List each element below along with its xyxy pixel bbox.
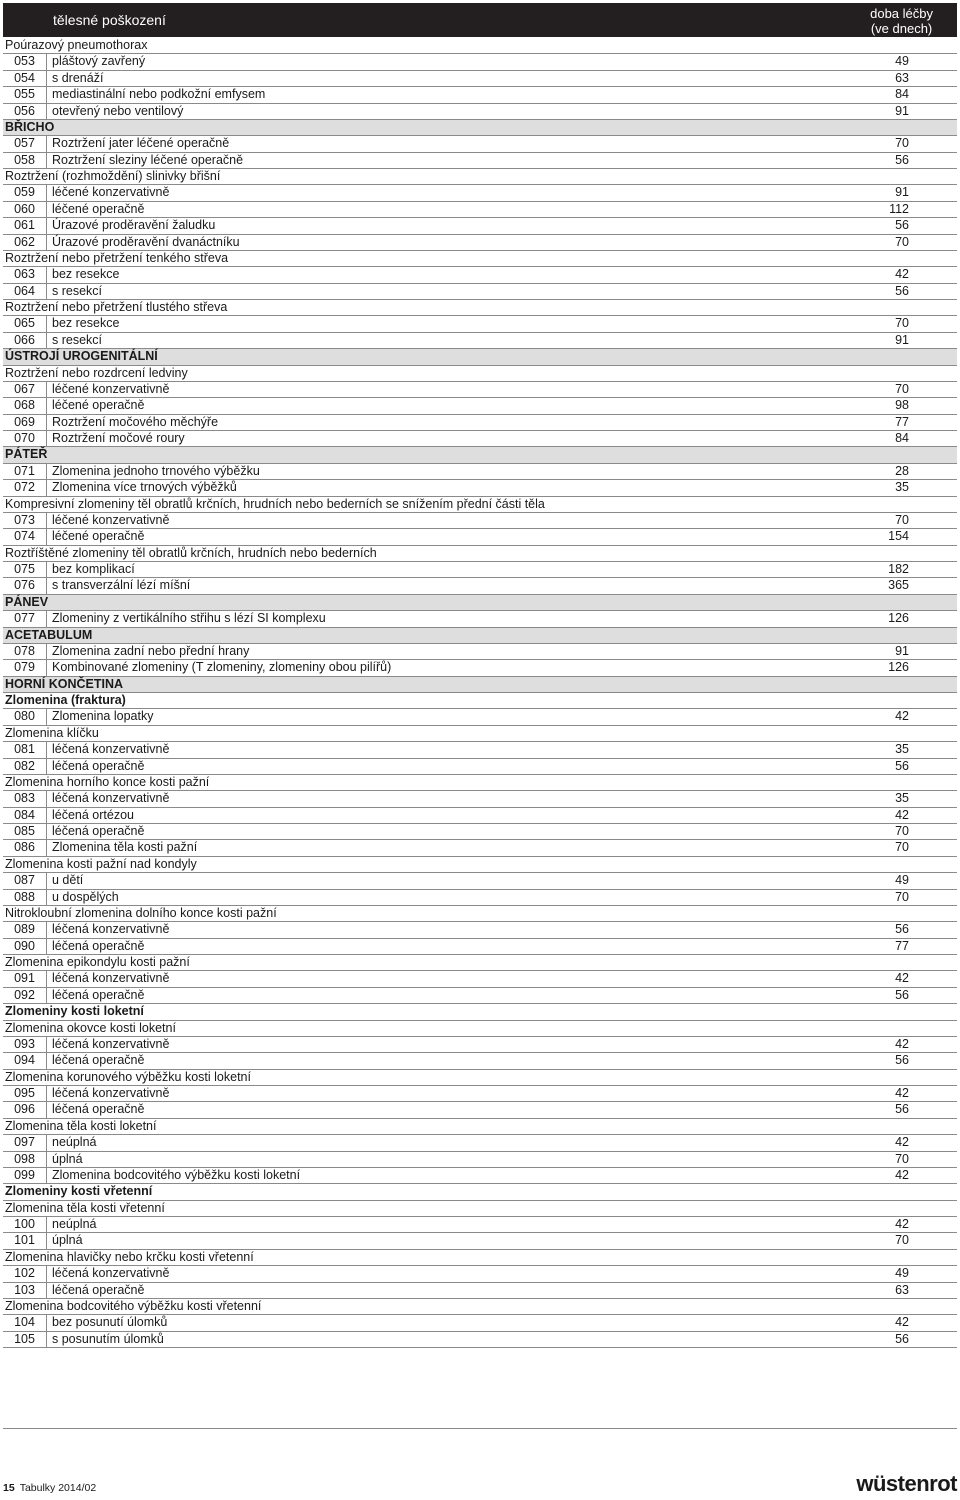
row-treatment-days: 42 (895, 709, 909, 724)
injury-table (3, 38, 957, 1348)
row-injury-name: léčené konzervativně (52, 512, 170, 527)
row-treatment-days: 42 (895, 971, 909, 986)
row-code: 083 (3, 791, 47, 806)
row-injury-name: u dětí (52, 873, 84, 888)
row-treatment-days: 77 (895, 938, 909, 953)
row-treatment-days: 56 (895, 218, 909, 233)
table-row (3, 742, 957, 758)
table-row (3, 1135, 957, 1151)
row-injury-name: Roztržení sleziny léčené operačně (52, 152, 244, 167)
table-header (3, 3, 957, 37)
row-injury-name: neúplná (52, 1217, 97, 1231)
subheading: Zlomenina hlavičky nebo krčku kosti vřetenní (5, 1249, 254, 1264)
subheading: Zlomenina (fraktura) (5, 693, 126, 707)
row-treatment-days: 126 (888, 611, 909, 626)
row-injury-name: s transverzální lézí míšní (52, 578, 191, 593)
row-code: 057 (3, 136, 47, 151)
row-code: 092 (3, 988, 47, 1003)
table-row (3, 1102, 957, 1118)
row-code: 077 (3, 611, 47, 626)
row-code: 064 (3, 284, 47, 299)
row-injury-name: u dospělých (52, 889, 119, 904)
table-row (3, 890, 957, 906)
table-row (3, 104, 957, 120)
row-injury-name: léčená operačně (52, 1053, 145, 1068)
row-injury-name: bez posunutí úlomků (52, 1315, 168, 1330)
table-row (3, 791, 957, 807)
subheading-row (3, 1201, 957, 1217)
row-injury-name: bez resekce (52, 316, 120, 331)
table-row (3, 136, 957, 152)
row-injury-name: léčená operačně (52, 758, 145, 773)
table-row (3, 267, 957, 283)
table-row (3, 971, 957, 987)
subheading-row (3, 251, 957, 267)
table-row (3, 464, 957, 480)
row-treatment-days: 49 (895, 1266, 909, 1281)
row-code: 058 (3, 153, 47, 168)
section-heading: PÁNEV (5, 594, 49, 609)
row-treatment-days: 42 (895, 1135, 909, 1150)
subheading-row (3, 1184, 957, 1200)
row-treatment-days: 70 (895, 824, 909, 838)
row-injury-name: Úrazové proděravění dvanáctníku (52, 234, 240, 249)
row-code: 094 (3, 1053, 47, 1068)
subheading-row (3, 1299, 957, 1315)
row-code: 086 (3, 840, 47, 855)
row-treatment-days: 42 (895, 267, 909, 282)
column-header-treatment-days-line1: doba léčby (870, 6, 933, 21)
row-injury-name: léčená operačně (52, 987, 145, 1002)
table-row (3, 759, 957, 775)
table-row (3, 153, 957, 169)
row-injury-name: léčená konzervativně (52, 971, 170, 986)
subheading: Roztržení nebo přetržení tenkého střeva (5, 250, 229, 265)
subheading-row (3, 546, 957, 562)
row-treatment-days: 56 (895, 758, 909, 773)
subheading: Roztříštěné zlomeniny těl obratlů krčních, hrudních nebo bederních (5, 545, 377, 560)
row-treatment-days: 35 (895, 742, 909, 757)
table-row (3, 988, 957, 1004)
row-code: 075 (3, 562, 47, 577)
row-code: 073 (3, 513, 47, 528)
subheading-row (3, 497, 957, 513)
row-injury-name: Zlomenina zadní nebo přední hrany (52, 643, 250, 658)
row-treatment-days: 77 (895, 414, 909, 429)
table-row (3, 1283, 957, 1299)
table-row (3, 709, 957, 725)
subheading-row (3, 775, 957, 791)
row-code: 090 (3, 939, 47, 954)
row-injury-name: mediastinální nebo podkožní emfysem (52, 87, 266, 102)
row-code: 067 (3, 382, 47, 397)
row-treatment-days: 70 (895, 136, 909, 151)
row-treatment-days: 70 (895, 234, 909, 249)
subheading: Zlomeniny kosti vřetenní (5, 1184, 153, 1199)
table-row (3, 1168, 957, 1184)
subheading-row (3, 1250, 957, 1266)
row-injury-name: léčená konzervativně (52, 922, 170, 937)
column-header-treatment-days (870, 6, 933, 36)
section-heading: ÚSTROJÍ UROGENITÁLNÍ (5, 349, 158, 364)
section-heading: HORNÍ KONČETINA (5, 676, 124, 691)
row-injury-name: léčená operačně (52, 1102, 145, 1117)
subheading-row (3, 300, 957, 316)
row-code: 059 (3, 185, 47, 200)
table-row (3, 1332, 957, 1348)
row-injury-name: bez resekce (52, 267, 120, 282)
row-treatment-days: 154 (888, 529, 909, 544)
subheading: Zlomenina korunového výběžku kosti loketní (5, 1069, 251, 1084)
table-row (3, 922, 957, 938)
table-row (3, 1086, 957, 1102)
table-row (3, 1217, 957, 1233)
row-code: 093 (3, 1037, 47, 1052)
row-treatment-days: 56 (895, 1053, 909, 1068)
row-injury-name: Roztržení močového měchýře (52, 414, 219, 429)
row-injury-name: léčená ortézou (52, 807, 135, 822)
row-code: 053 (3, 54, 47, 69)
row-treatment-days: 70 (895, 316, 909, 331)
row-treatment-days: 35 (895, 480, 909, 495)
subheading: Nitrokloubní zlomenina dolního konce kosti pažní (5, 905, 277, 920)
table-row (3, 333, 957, 349)
table-row (3, 873, 957, 889)
subheading-row (3, 366, 957, 382)
subheading: Zlomenina epikondylu kosti pažní (5, 955, 190, 969)
row-treatment-days: 56 (895, 1331, 909, 1346)
subheading-row (3, 1004, 957, 1020)
page-number: 15 (3, 1482, 15, 1494)
subheading-row (3, 955, 957, 971)
row-treatment-days: 91 (895, 332, 909, 347)
table-row (3, 824, 957, 840)
footer-text: Tabulky 2014/02 (19, 1482, 97, 1494)
subheading: Poúrazový pneumothorax (5, 38, 148, 52)
table-row (3, 1266, 957, 1282)
row-injury-name: léčená konzervativně (52, 1036, 170, 1051)
row-treatment-days: 56 (895, 1102, 909, 1117)
row-code: 080 (3, 709, 47, 724)
table-row (3, 1037, 957, 1053)
section-heading-row (3, 447, 957, 463)
row-injury-name: léčená konzervativně (52, 1266, 170, 1281)
column-header-treatment-days-line2: (ve dnech) (870, 21, 933, 36)
row-treatment-days: 35 (895, 791, 909, 806)
row-treatment-days: 49 (895, 54, 909, 69)
table-row (3, 480, 957, 496)
section-heading: BŘICHO (5, 119, 55, 134)
row-treatment-days: 84 (895, 431, 909, 445)
row-treatment-days: 56 (895, 152, 909, 167)
row-injury-name: Zlomenina bodcovitého výběžku kosti loketní (52, 1167, 301, 1182)
row-code: 100 (3, 1217, 47, 1232)
subheading-row (3, 857, 957, 873)
section-heading-row (3, 677, 957, 693)
table-row (3, 382, 957, 398)
row-injury-name: bez komplikací (52, 562, 135, 576)
row-treatment-days: 91 (895, 643, 909, 658)
section-heading-row (3, 595, 957, 611)
row-code: 104 (3, 1315, 47, 1330)
row-injury-name: úplná (52, 1151, 83, 1166)
row-code: 063 (3, 267, 47, 282)
row-treatment-days: 42 (895, 1036, 909, 1051)
table-row (3, 939, 957, 955)
row-treatment-days: 70 (895, 889, 909, 904)
row-treatment-days: 70 (895, 1233, 909, 1248)
row-treatment-days: 56 (895, 987, 909, 1002)
row-code: 087 (3, 873, 47, 888)
table-row (3, 71, 957, 87)
row-injury-name: Kombinované zlomeniny (T zlomeniny, zlomeniny obou pilířů) (52, 660, 392, 675)
row-code: 084 (3, 808, 47, 823)
row-injury-name: pláštový zavřený (52, 54, 146, 69)
row-code: 088 (3, 890, 47, 905)
row-injury-name: s posunutím úlomků (52, 1331, 164, 1346)
row-code: 103 (3, 1283, 47, 1298)
row-treatment-days: 63 (895, 70, 909, 85)
subheading: Zlomenina okovce kosti loketní (5, 1020, 176, 1035)
column-header-injury: tělesné poškození (53, 12, 166, 28)
row-code: 102 (3, 1266, 47, 1281)
table-row (3, 235, 957, 251)
section-heading: ACETABULUM (5, 627, 93, 642)
row-treatment-days: 56 (895, 283, 909, 298)
subheading-row (3, 693, 957, 709)
row-injury-name: léčená operačně (52, 938, 145, 953)
row-injury-name: léčená operačně (52, 824, 145, 838)
table-row (3, 1053, 957, 1069)
row-treatment-days: 42 (895, 1167, 909, 1182)
section-heading-row (3, 120, 957, 136)
row-treatment-days: 28 (895, 463, 909, 478)
page-footer (3, 1482, 96, 1494)
row-code: 055 (3, 87, 47, 102)
subheading: Zlomenina klíčku (5, 725, 99, 740)
row-treatment-days: 84 (895, 87, 909, 102)
subheading-row (3, 1021, 957, 1037)
subheading-row (3, 726, 957, 742)
subheading: Roztržení (rozhmoždění) slinivky břišní (5, 169, 221, 183)
row-injury-name: Úrazové proděravění žaludku (52, 218, 216, 233)
row-treatment-days: 126 (888, 660, 909, 675)
subheading: Zlomenina těla kosti vřetenní (5, 1200, 165, 1215)
row-code: 101 (3, 1233, 47, 1248)
section-heading: PÁTEŘ (5, 447, 48, 462)
row-treatment-days: 56 (895, 922, 909, 937)
table-row (3, 415, 957, 431)
row-treatment-days: 70 (895, 381, 909, 396)
row-injury-name: s resekcí (52, 283, 103, 298)
row-treatment-days: 42 (895, 807, 909, 822)
row-code: 066 (3, 333, 47, 348)
row-treatment-days: 98 (895, 398, 909, 413)
row-injury-name: s resekcí (52, 332, 103, 347)
row-injury-name: Zlomenina více trnových výběžků (52, 480, 237, 495)
subheading: Zlomeniny kosti loketní (5, 1004, 144, 1019)
row-code: 081 (3, 742, 47, 757)
row-injury-name: léčené konzervativně (52, 381, 170, 396)
row-treatment-days: 42 (895, 1217, 909, 1231)
row-code: 056 (3, 104, 47, 119)
table-row (3, 87, 957, 103)
row-injury-name: léčená konzervativně (52, 742, 170, 757)
table-row (3, 578, 957, 594)
table-row (3, 54, 957, 70)
table-bottom-rule (3, 1428, 957, 1429)
row-code: 071 (3, 464, 47, 479)
row-code: 091 (3, 971, 47, 986)
table-row (3, 529, 957, 545)
row-code: 061 (3, 218, 47, 233)
subheading: Zlomenina kosti pažní nad kondyly (5, 856, 197, 871)
row-injury-name: léčená konzervativně (52, 791, 170, 806)
table-row (3, 202, 957, 218)
row-code: 085 (3, 824, 47, 839)
subheading: Zlomenina horního konce kosti pažní (5, 774, 210, 789)
row-injury-name: Roztržení jater léčené operačně (52, 136, 230, 151)
row-treatment-days: 112 (889, 201, 909, 216)
row-injury-name: s drenáží (52, 70, 104, 85)
subheading-row (3, 38, 957, 54)
row-code: 098 (3, 1152, 47, 1167)
row-code: 089 (3, 922, 47, 937)
section-heading-row (3, 349, 957, 365)
row-code: 060 (3, 202, 47, 217)
subheading-row (3, 906, 957, 922)
subheading: Zlomenina těla kosti loketní (5, 1118, 157, 1133)
table-row (3, 398, 957, 414)
row-code: 065 (3, 316, 47, 331)
subheading-row (3, 1070, 957, 1086)
row-code: 074 (3, 529, 47, 544)
row-treatment-days: 91 (895, 185, 909, 200)
section-heading-row (3, 628, 957, 644)
row-treatment-days: 42 (895, 1315, 909, 1330)
table-row (3, 611, 957, 627)
row-treatment-days: 49 (895, 873, 909, 888)
table-row (3, 808, 957, 824)
table-row (3, 284, 957, 300)
row-injury-name: léčená operačně (52, 1282, 145, 1297)
row-code: 099 (3, 1168, 47, 1183)
table-row (3, 316, 957, 332)
row-code: 069 (3, 415, 47, 430)
subheading-row (3, 169, 957, 185)
row-injury-name: léčené operačně (52, 529, 145, 544)
table-row (3, 513, 957, 529)
row-treatment-days: 365 (888, 578, 909, 593)
row-code: 054 (3, 71, 47, 86)
row-treatment-days: 182 (888, 562, 909, 576)
row-injury-name: úplná (52, 1233, 83, 1248)
row-injury-name: otevřený nebo ventilový (52, 103, 184, 118)
row-code: 082 (3, 759, 47, 774)
row-injury-name: Zlomenina těla kosti pažní (52, 840, 198, 855)
row-code: 076 (3, 578, 47, 593)
row-code: 068 (3, 398, 47, 413)
row-code: 070 (3, 431, 47, 446)
wustenrot-logo: wüstenrot (856, 1471, 957, 1496)
table-row (3, 185, 957, 201)
row-treatment-days: 70 (895, 840, 909, 855)
row-code: 096 (3, 1102, 47, 1117)
row-injury-name: léčené operačně (52, 398, 145, 413)
row-treatment-days: 42 (895, 1086, 909, 1100)
row-code: 095 (3, 1086, 47, 1101)
row-code: 062 (3, 235, 47, 250)
table-row (3, 660, 957, 676)
table-row (3, 1315, 957, 1331)
table-row (3, 562, 957, 578)
table-row (3, 1152, 957, 1168)
row-code: 078 (3, 644, 47, 659)
table-row (3, 218, 957, 234)
table-row (3, 840, 957, 856)
table-row (3, 431, 957, 447)
row-treatment-days: 70 (895, 1151, 909, 1166)
subheading: Roztržení nebo přetržení tlustého střeva (5, 300, 228, 314)
row-injury-name: Zlomenina lopatky (52, 709, 154, 724)
subheading: Roztržení nebo rozdrcení ledviny (5, 365, 188, 380)
row-treatment-days: 91 (895, 103, 909, 118)
row-treatment-days: 63 (895, 1282, 909, 1297)
subheading: Kompresivní zlomeniny těl obratlů krčních, hrudních nebo bederních se snížením přední části těla (5, 496, 545, 511)
row-injury-name: léčené konzervativně (52, 185, 170, 200)
subheading: Zlomenina bodcovitého výběžku kosti vřetenní (5, 1298, 262, 1313)
subheading-row (3, 1119, 957, 1135)
row-injury-name: Zlomeniny z vertikálního střihu s lézí SI komplexu (52, 611, 326, 626)
row-code: 097 (3, 1135, 47, 1150)
table-row (3, 1233, 957, 1249)
row-code: 105 (3, 1332, 47, 1347)
row-code: 072 (3, 480, 47, 495)
row-injury-name: Roztržení močové roury (52, 431, 185, 445)
row-injury-name: neúplná (52, 1135, 97, 1150)
row-injury-name: léčená konzervativně (52, 1086, 170, 1100)
table-row (3, 644, 957, 660)
row-injury-name: léčené operačně (52, 201, 145, 216)
row-code: 079 (3, 660, 47, 675)
row-treatment-days: 70 (895, 512, 909, 527)
row-injury-name: Zlomenina jednoho trnového výběžku (52, 463, 260, 478)
